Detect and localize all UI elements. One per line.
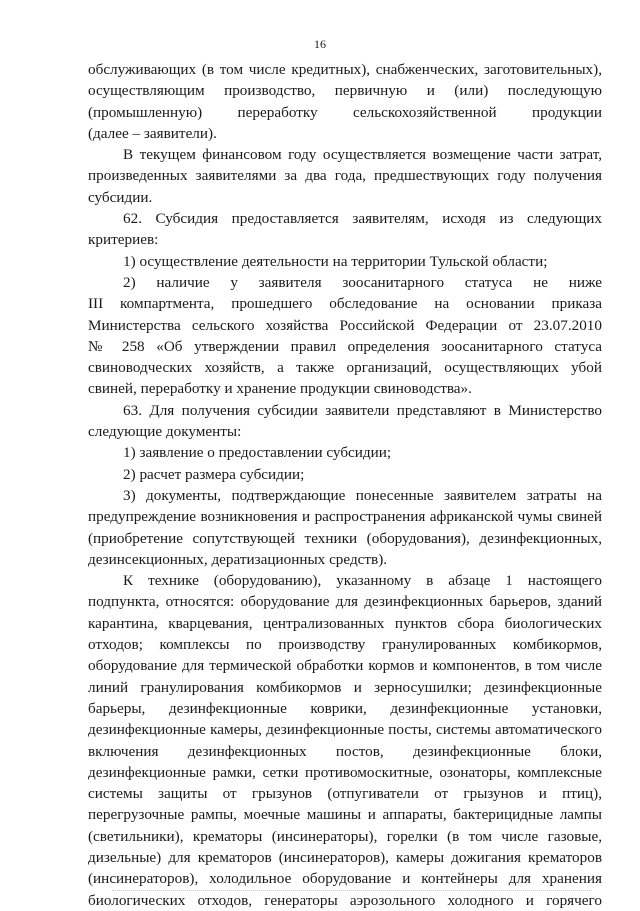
text-line: Министерства сельского хозяйства Российской Федерации от 23.07.2010: [88, 316, 602, 334]
text-line: осуществляющим производство, первичную и (или) последующую: [88, 82, 602, 100]
text-line: В текущем финансовом году осуществляется возмещение части затрат,: [123, 146, 602, 164]
text-line: системы защиты от грызунов (отпугиватели от грызунов и птиц),: [88, 785, 602, 803]
text-line: 1) осуществление деятельности на территории Тульской области;: [123, 252, 548, 270]
text-line: следующие документы:: [88, 423, 242, 441]
text-line: карантина, кварцевания, централизованных пунктов сбора биологических: [88, 614, 602, 632]
text-line: 2) расчет размера субсидии;: [123, 465, 305, 483]
text-line: 3) документы, подтверждающие понесенные заявителем затраты на: [123, 486, 602, 504]
text-line: перегрузочные рампы, моечные машины и аппараты, бактерицидные лампы: [88, 806, 602, 824]
text-line: дизельные) для крематоров (инсинераторов), камеры дожигания крематоров: [88, 848, 602, 866]
text-line: 1) заявление о предоставлении субсидии;: [123, 444, 392, 462]
text-line: дезинфекционные камеры, дезинфекционные посты, системы автоматического: [88, 721, 602, 739]
text-line: (светильники), крематоры (инсинераторы), горелки (в том числе газовые,: [88, 827, 602, 845]
text-line: произведенных заявителями за два года, предшествующих году получения: [88, 167, 602, 185]
text-line: включения дезинфекционных постов, дезинфекционные блоки,: [88, 742, 602, 760]
text-line: критериев:: [88, 231, 159, 249]
text-line: (приобретение сопутствующей техники (оборудования), дезинфекционных,: [88, 529, 602, 547]
text-line: оборудование для термической обработки кормов и компонентов, в том числе: [88, 657, 602, 675]
text-line: свиней, переработку и хранение продукции свиноводства».: [88, 380, 472, 398]
text-line: 63. Для получения субсидии заявители представляют в Министерство: [123, 401, 602, 419]
text-line: биологических отходов, генераторы аэрозольного холодного и горячего: [88, 891, 602, 909]
scan-artifact-strip: [112, 890, 592, 893]
text-line: 62. Субсидия предоставляется заявителям, исходя из следующих: [123, 210, 602, 228]
text-line: предупреждение возникновения и распространения африканской чумы свиней: [88, 508, 602, 526]
text-line: К технике (оборудованию), указанному в абзаце 1 настоящего: [123, 572, 602, 590]
text-line: (промышленную) переработку сельскохозяйственной продукции: [88, 103, 602, 121]
text-line: обслуживающих (в том числе кредитных), снабженческих, заготовительных),: [88, 61, 602, 78]
page-number: 16: [314, 37, 326, 51]
text-line: подпункта, относятся: оборудование для дезинфекционных барьеров, зданий: [88, 593, 602, 611]
text-line: № 258 «Об утверждении правил определения зоосанитарного статуса: [88, 337, 602, 355]
text-line: свиноводческих хозяйств, а также организаций, осуществляющих убой: [88, 359, 602, 377]
text-line: барьеры, дезинфекционные коврики, дезинфекционные установки,: [88, 699, 602, 717]
document-body: [88, 59, 602, 911]
text-line: субсидии.: [88, 188, 153, 206]
text-line: 2) наличие у заявителя зоосанитарного статуса не ниже: [123, 273, 602, 291]
text-line: дезинсекционных, дератизационных средств).: [88, 550, 388, 568]
text-line: III компартмента, прошедшего обследование на основании приказа: [88, 295, 602, 313]
text-line: линий гранулирования комбикормов и зерносушилки; дезинфекционные: [88, 678, 602, 696]
text-line: дезинфекционные рамки, сетки противомоскитные, озонаторы, комплексные: [88, 763, 602, 781]
text-line: (далее – заявители).: [88, 124, 217, 142]
text-line: отходов; комплексы по производству гранулированных комбикормов,: [88, 636, 602, 654]
text-line: (инсинераторов), холодильное оборудование и контейнеры для хранения: [88, 870, 602, 888]
